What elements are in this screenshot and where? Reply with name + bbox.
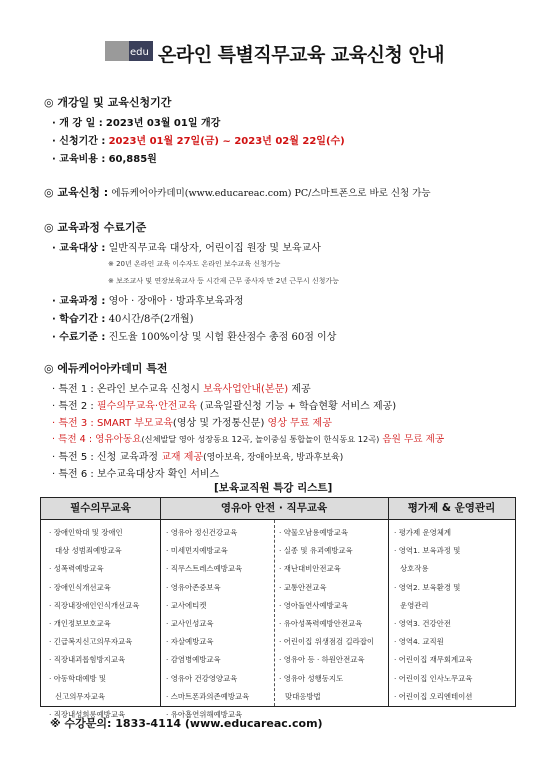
target-row: · 교육대상 : 일반직무교육 대상자, 어린이집 원장 및 보육교사 <box>52 243 321 254</box>
list-item: · 영유아 성행동지도 <box>279 673 344 683</box>
perk-5: · 특전 5 : 신청 교육과정 교재 제공(영아보육, 장애아보육, 방과후보육) <box>52 452 344 463</box>
perk-1: · 특전 1 : 온라인 보수교육 신청시 보육사업안내(본문) 제공 <box>52 384 311 395</box>
list-item: · 영역4. 교직원 <box>394 637 444 647</box>
list-item: · 개인정보보호교육 <box>49 619 111 629</box>
list-item: · 평가제 운영체계 <box>394 528 452 537</box>
list-item: 맞대응방법 <box>285 691 321 701</box>
section3-heading: ◎ 교육과정 수료기준 <box>44 221 147 234</box>
list-item: · 교사에티켓 <box>166 600 207 610</box>
open-date-row: · 개 강 일 : 2023년 03월 01일 개강 <box>52 118 221 129</box>
safety-list-a <box>166 524 249 724</box>
study-period-row: · 학습기간 : 40시간/8주(2개월) <box>52 314 194 325</box>
completion-row: · 수료기준 : 진도율 100%이상 및 시험 환산점수 총점 60점 이상 <box>52 332 337 343</box>
course-table <box>40 497 516 720</box>
list-item: · 아동학대예방 및 <box>49 673 107 683</box>
list-item: · 영유아 정신건강교육 <box>166 528 238 537</box>
list-item: · 교사인성교육 <box>166 619 214 629</box>
list-item: · 영아돌연사예방교육 <box>279 600 348 610</box>
list-item: · 직장내장애인인식개선교육 <box>49 600 140 610</box>
list-item: · 감염병예방교육 <box>166 655 221 665</box>
apply-period-row: · 신청기간 : 2023년 01월 27일(금) ~ 2023년 02월 22일(수) <box>52 136 345 147</box>
list-item: 상호작용 <box>400 564 429 574</box>
list-item: · 성폭력예방교육 <box>49 564 104 574</box>
fee-row: · 교육비용 : 60,885원 <box>52 154 157 165</box>
list-item: · 장애인식개선교육 <box>49 582 111 592</box>
list-item: · 스마트폰과의존예방교육 <box>166 691 250 701</box>
note-1: ※ 20년 온라인 교육 이수자도 온라인 보수교육 신청가능 <box>108 260 281 268</box>
list-item: 대상 성범죄예방교육 <box>55 546 122 556</box>
list-item: · 유아흡연위해예방교육 <box>166 710 243 720</box>
special-list-title: [보육교직원 특강 리스트] <box>214 482 333 494</box>
list-item: · 어린이집 위생점검 길라잡이 <box>279 637 375 647</box>
divider <box>160 498 161 706</box>
list-item: · 실종 및 유괴예방교육 <box>279 546 353 556</box>
safety-list-b <box>279 524 374 706</box>
header-safety: 영유아 안전 · 직무교육 <box>220 502 328 514</box>
list-item: · 영유아 등 · 하원안전교육 <box>279 655 365 665</box>
list-item: · 영유아 건강영양교육 <box>166 673 238 683</box>
course-row: · 교육과정 : 영아 · 장애아 · 방과후보육과정 <box>52 296 244 307</box>
table-header <box>41 498 515 520</box>
list-item: · 자살예방교육 <box>166 637 214 647</box>
header-mandatory: 필수의무교육 <box>70 502 131 514</box>
list-item: · 영유아존중보육 <box>166 582 221 592</box>
list-item: · 직장내괴롭힘방지교육 <box>49 655 126 665</box>
list-item: · 재난대비안전교육 <box>279 564 341 574</box>
svg-text:edu: edu <box>130 47 149 58</box>
contact-info: ※ 수강문의: 1833-4114 (www.educareac.com) <box>50 717 323 730</box>
header-evaluation: 평가제 & 운영관리 <box>407 502 496 514</box>
note-2: ※ 보조교사 및 연장보육교사 등 시간제 근무 종사자 만 2년 근무시 신청가능 <box>108 277 339 285</box>
list-item: 운영관리 <box>400 600 429 610</box>
list-item: · 미세먼지예방교육 <box>166 546 228 556</box>
page-title: 온라인 특별직무교육 교육신청 안내 <box>158 44 445 66</box>
list-item: · 교통안전교육 <box>279 582 327 592</box>
apply-info: ◎ 교육신청 : 에듀케어아카데미(www.educareac.com) PC/스마트폰으로 바로 신청 가능 <box>44 186 431 199</box>
perk-4: · 특전 4 : 영유아동요(신체발달 영아 성장동요 12곡, 놀이중심 통합놀이 한식동요 12곡) 음원 무료 제공 <box>52 434 445 445</box>
list-item: · 어린이집 재무회계교육 <box>394 655 473 665</box>
list-item: · 직무스트레스예방교육 <box>166 564 243 574</box>
perk-2: · 특전 2 : 필수의무교육·안전교육 (교육일괄신청 기능 + 학습현황 서비스 제공) <box>52 401 397 412</box>
list-item: · 어린이집 오리엔테이션 <box>394 691 473 701</box>
list-item: · 어린이집 인사노무교육 <box>394 673 473 683</box>
list-item: · 유아성폭력예방안전교육 <box>279 619 363 629</box>
list-item: · 영역3. 건강안전 <box>394 619 451 629</box>
list-item: · 긴급복지신고의무자교육 <box>49 637 133 647</box>
list-item: · 직장내성희롱예방교육 <box>49 710 126 720</box>
list-item: · 장애인학대 및 장애인 <box>49 528 123 537</box>
list-item: · 영역1. 보육과정 및 <box>394 546 461 556</box>
divider <box>388 498 389 706</box>
perk-3: · 특전 3 : SMART 부모교육(영상 및 가정통신문) 영상 무료 제공 <box>52 418 332 429</box>
edu-logo <box>105 38 153 64</box>
list-item: 신고의무자교육 <box>55 691 105 701</box>
list-item: · 영역2. 보육환경 및 <box>394 582 461 592</box>
divider <box>274 520 275 706</box>
mandatory-list <box>49 524 139 724</box>
section1-heading: ◎ 개강일 및 교육신청기간 <box>44 96 172 109</box>
list-item: · 약물오남용예방교육 <box>279 528 348 537</box>
perk-6: · 특전 6 : 보수교육대상자 확인 서비스 <box>52 469 220 480</box>
evaluation-list <box>394 524 472 706</box>
section4-heading: ◎ 에듀케어아카데미 특전 <box>44 362 168 375</box>
